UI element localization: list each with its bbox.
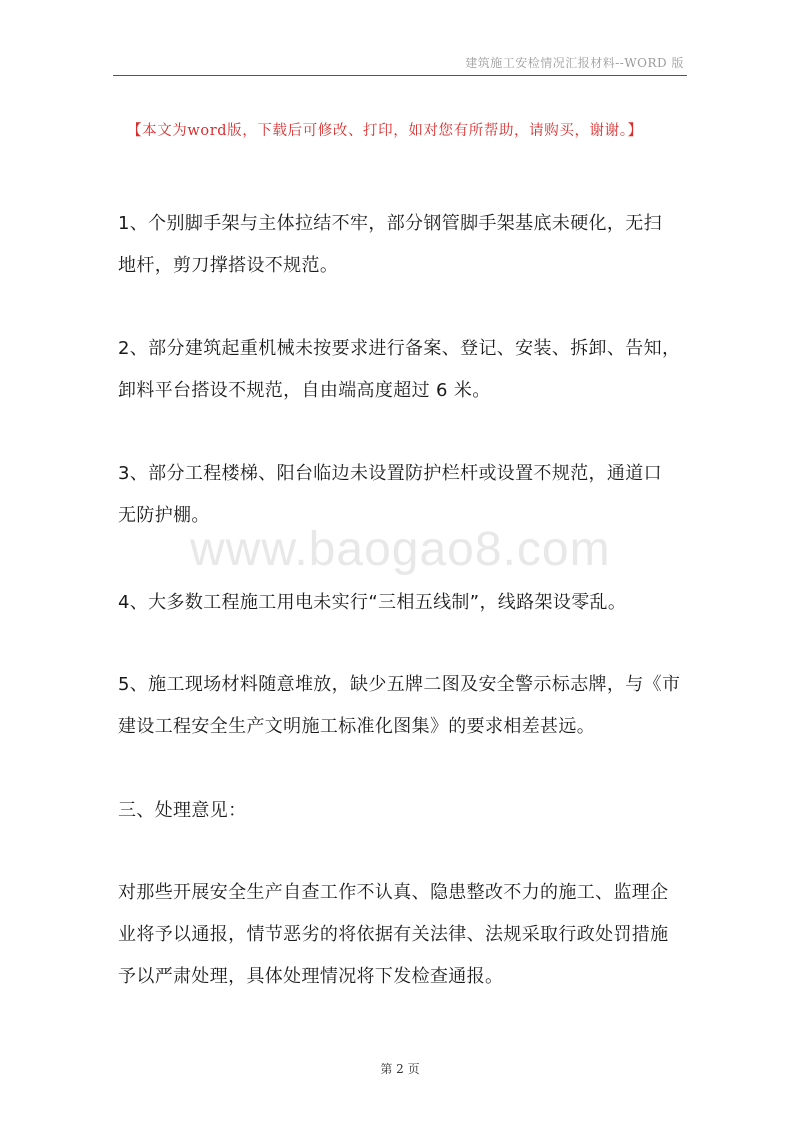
document-header-title: 建筑施工安检情况汇报材料--WORD 版 — [465, 56, 684, 70]
paragraph-line: 卸料平台搭设不规范，自由端高度超过 6 米。 — [118, 380, 491, 401]
paragraph-line: 三、处理意见： — [118, 800, 247, 821]
paragraph-line: 4、大多数工程施工用电未实行“三相五线制”，线路架设零乱。 — [118, 592, 627, 613]
issue-item-3 — [118, 453, 692, 537]
paragraph-line: 建设工程安全生产文明施工标准化图集》的要求相差甚远。 — [118, 716, 596, 737]
issue-item-1 — [118, 203, 692, 287]
paragraph-line: 1、个别脚手架与主体拉结不牢，部分钢管脚手架基底未硬化，无扫 — [118, 213, 662, 234]
issue-item-4 — [118, 582, 692, 624]
paragraph-line: 对那些开展安全生产自查工作不认真、隐患整改不力的施工、监理企 — [118, 882, 669, 903]
watermark-text: www.baogao8.com — [190, 523, 611, 576]
handling-opinion-paragraph — [118, 872, 692, 998]
section-heading — [118, 790, 692, 832]
paragraph-line: 无防护棚。 — [118, 505, 210, 526]
paragraph-line: 予以严肃处理，具体处理情况将下发检查通报。 — [118, 966, 504, 987]
issue-item-5 — [118, 664, 692, 748]
page-number: 第 2 页 — [380, 1062, 420, 1076]
paragraph-line: 3、部分工程楼梯、阳台临边未设置防护栏杆或设置不规范，通道口 — [118, 463, 662, 484]
paragraph-line: 2、部分建筑起重机械未按要求进行备案、登记、安装、拆卸、告知， — [118, 338, 681, 359]
purchase-notice: 【本文为word版，下载后可修改、打印，如对您有所帮助，请购买，谢谢。】 — [127, 123, 643, 139]
paragraph-line: 业将予以通报，情节恶劣的将依据有关法律、法规采取行政处罚措施 — [118, 924, 669, 945]
header-divider — [113, 75, 687, 76]
paragraph-line: 地杆，剪刀撑搭设不规范。 — [118, 255, 339, 276]
issue-item-2 — [118, 328, 692, 412]
paragraph-line: 5、施工现场材料随意堆放，缺少五牌二图及安全警示标志牌，与《市 — [118, 674, 681, 695]
